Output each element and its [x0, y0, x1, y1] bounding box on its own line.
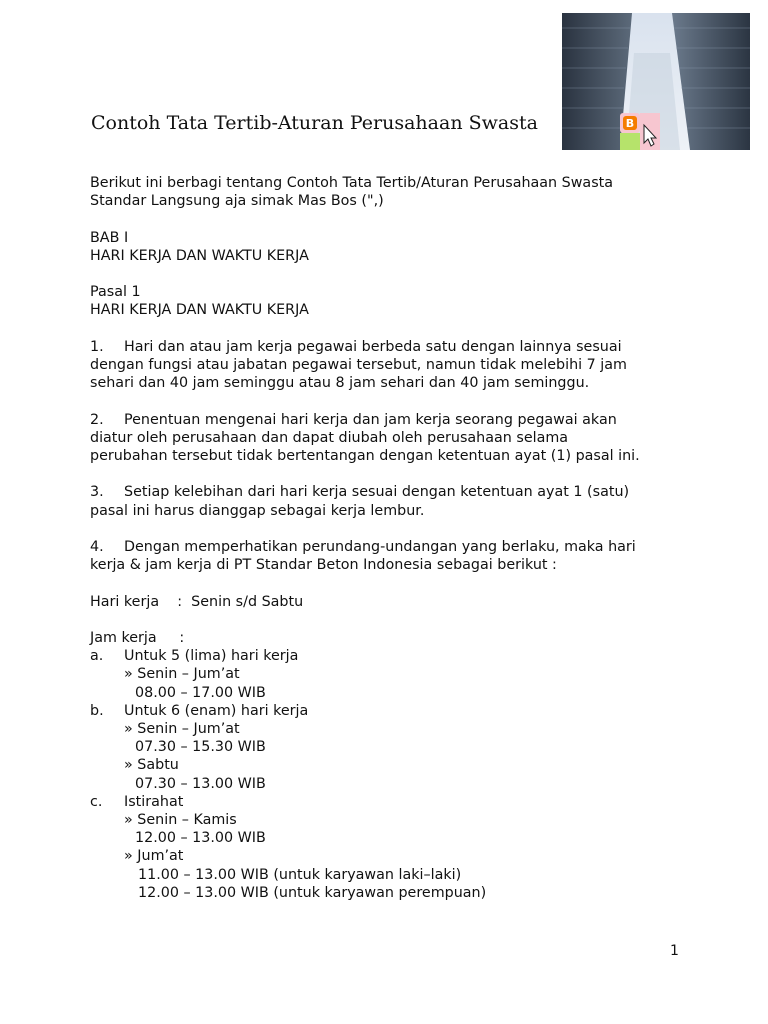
item-2-line-3: perubahan tersebut tidak bertentangan dengan ketentuan ayat (1) pasal ini. — [90, 447, 640, 464]
item-4-line-2: kerja & jam kerja di PT Standar Beton Indonesia sebagai berikut : — [90, 557, 557, 574]
schedule-b-time-1: 07.30 – 15.30 WIB — [135, 739, 266, 756]
header-skyscraper-image — [562, 13, 750, 150]
document-body — [90, 174, 690, 902]
schedule-c-time-2b: 12.00 – 13.00 WIB (untuk karyawan perempuan) — [138, 884, 487, 901]
item-2-line-1: 2. Penentuan mengenai hari kerja dan jam kerja seorang pegawai akan — [90, 411, 617, 428]
item-1-line-3: sehari dan 40 jam seminggu atau 8 jam sehari dan 40 jam seminggu. — [90, 375, 590, 392]
item-2-number: 2. — [90, 411, 104, 428]
jam-kerja-line: Jam kerja : — [90, 629, 185, 646]
item-1-line-1: 1. Hari dan atau jam kerja pegawai berbeda satu dengan lainnya sesuai — [90, 338, 622, 355]
item-3-line-1: 3. Setiap kelebihan dari hari kerja sesuai dengan ketentuan ayat 1 (satu) — [90, 484, 630, 501]
item-3-line-2: pasal ini harus dianggap sebagai kerja lembur. — [90, 502, 425, 519]
bab-heading: HARI KERJA DAN WAKTU KERJA — [90, 247, 309, 264]
page-number: 1 — [670, 943, 679, 959]
schedule-c-time-1: 12.00 – 13.00 WIB — [135, 830, 266, 847]
item-1-number: 1. — [90, 338, 104, 355]
item-4-line-1: 4. Dengan memperhatikan perundang-undangan yang berlaku, maka hari — [90, 538, 636, 555]
svg-text:B: B — [625, 117, 635, 130]
bab-label: BAB I — [90, 229, 129, 246]
schedule-b-day-1: » Senin – Jum’at — [124, 720, 240, 737]
page-title: Contoh Tata Tertib-Aturan Perusahaan Swasta — [91, 112, 538, 134]
intro-line-2: Standar Langsung aja simak Mas Bos (",) — [90, 193, 384, 210]
schedule-b: b. Untuk 6 (enam) hari kerja — [90, 702, 309, 719]
item-4-number: 4. — [90, 538, 104, 555]
pasal-heading: HARI KERJA DAN WAKTU KERJA — [90, 302, 309, 319]
schedule-a-day: » Senin – Jum’at — [124, 666, 240, 683]
schedule-b-time-2: 07.30 – 13.00 WIB — [135, 775, 266, 792]
hari-kerja-line: Hari kerja : Senin s/d Sabtu — [90, 593, 304, 610]
schedule-c-time-2a: 11.00 – 13.00 WIB (untuk karyawan laki–laki) — [138, 866, 462, 883]
schedule-c-day-2: » Jum’at — [124, 848, 184, 865]
item-1-line-2: dengan fungsi atau jabatan pegawai tersebut, namun tidak melebihi 7 jam — [90, 356, 627, 373]
item-2-line-2: diatur oleh perusahaan dan dapat diubah oleh perusahaan selama — [90, 429, 569, 446]
schedule-a-time: 08.00 – 17.00 WIB — [135, 684, 266, 701]
schedule-c: c. Istirahat — [90, 793, 184, 810]
schedule-b-day-2: » Sabtu — [124, 757, 179, 774]
intro-line-1: Berikut ini berbagi tentang Contoh Tata Tertib/Aturan Perusahaan Swasta — [90, 175, 614, 191]
pasal-label: Pasal 1 — [90, 284, 141, 301]
item-3-number: 3. — [90, 484, 104, 501]
schedule-c-day-1: » Senin – Kamis — [124, 811, 237, 828]
schedule-a: a. Untuk 5 (lima) hari kerja — [90, 648, 299, 665]
